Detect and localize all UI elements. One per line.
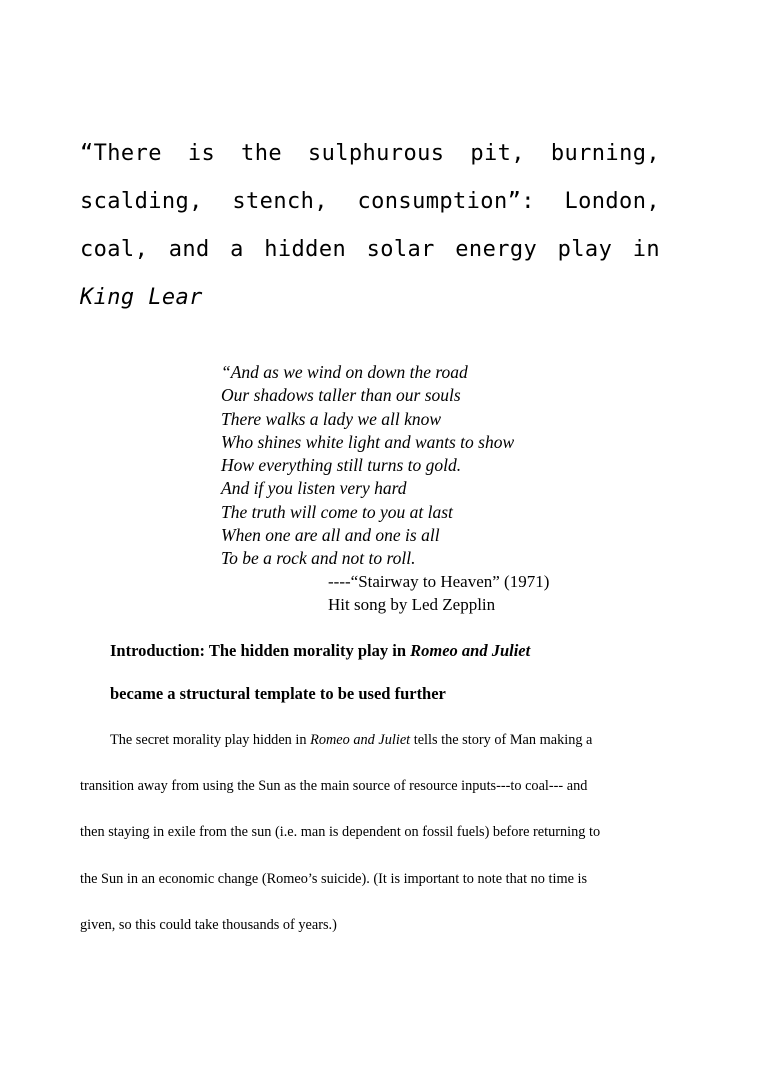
title-italic-line: King Lear <box>80 285 203 310</box>
heading-italic-title: Romeo and Juliet <box>410 641 531 660</box>
attribution-artist: Hit song by Led Zepplin <box>328 595 496 615</box>
section-heading-continued <box>110 684 670 704</box>
attribution-source: ----“Stairway to Heaven” (1971) <box>328 572 550 591</box>
title-line: coal, and a hidden solar energy play in <box>80 237 660 262</box>
epigraph-attribution <box>328 570 628 617</box>
document-title <box>80 130 660 322</box>
epigraph-line: And if you listen very hard <box>221 478 407 499</box>
paragraph-line: transition away from using the Sun as the main source of resource inputs---to coal--- and <box>80 778 588 794</box>
epigraph-line: “And as we wind on down the road <box>221 362 468 382</box>
paragraph-line: the Sun in an economic change (Romeo’s suicide). (It is important to note that no time is <box>80 871 588 887</box>
epigraph-line: There walks a lady we all know <box>221 408 442 429</box>
title-line: “There is the sulphurous pit, burning, <box>80 141 660 166</box>
heading-text: became a structural template to be used further <box>110 684 446 703</box>
paragraph-line: given, so this could take thousands of years.) <box>80 917 337 933</box>
paragraph-line: then staying in exile from the sun (i.e. man is dependent on fossil fuels) before returning to <box>80 824 601 840</box>
epigraph-line: How everything still turns to gold. <box>221 455 462 476</box>
epigraph-line: To be a rock and not to roll. <box>221 548 416 569</box>
epigraph-line: Our shadows taller than our souls <box>221 385 461 406</box>
paragraph-text: The secret morality play hidden in <box>110 732 311 748</box>
epigraph-line: When one are all and one is all <box>221 525 440 546</box>
epigraph-line: Who shines white light and wants to show <box>221 431 515 452</box>
paragraph-text: tells the story of Man making a <box>410 732 593 748</box>
heading-text: Introduction: The hidden morality play in <box>110 641 411 660</box>
section-heading <box>110 641 670 661</box>
title-line: scalding, stench, consumption”: London, <box>80 189 660 214</box>
epigraph <box>221 361 641 571</box>
epigraph-line: The truth will come to you at last <box>221 501 453 522</box>
italic-title: Romeo and Juliet <box>310 732 411 748</box>
paragraph-line <box>110 732 730 749</box>
